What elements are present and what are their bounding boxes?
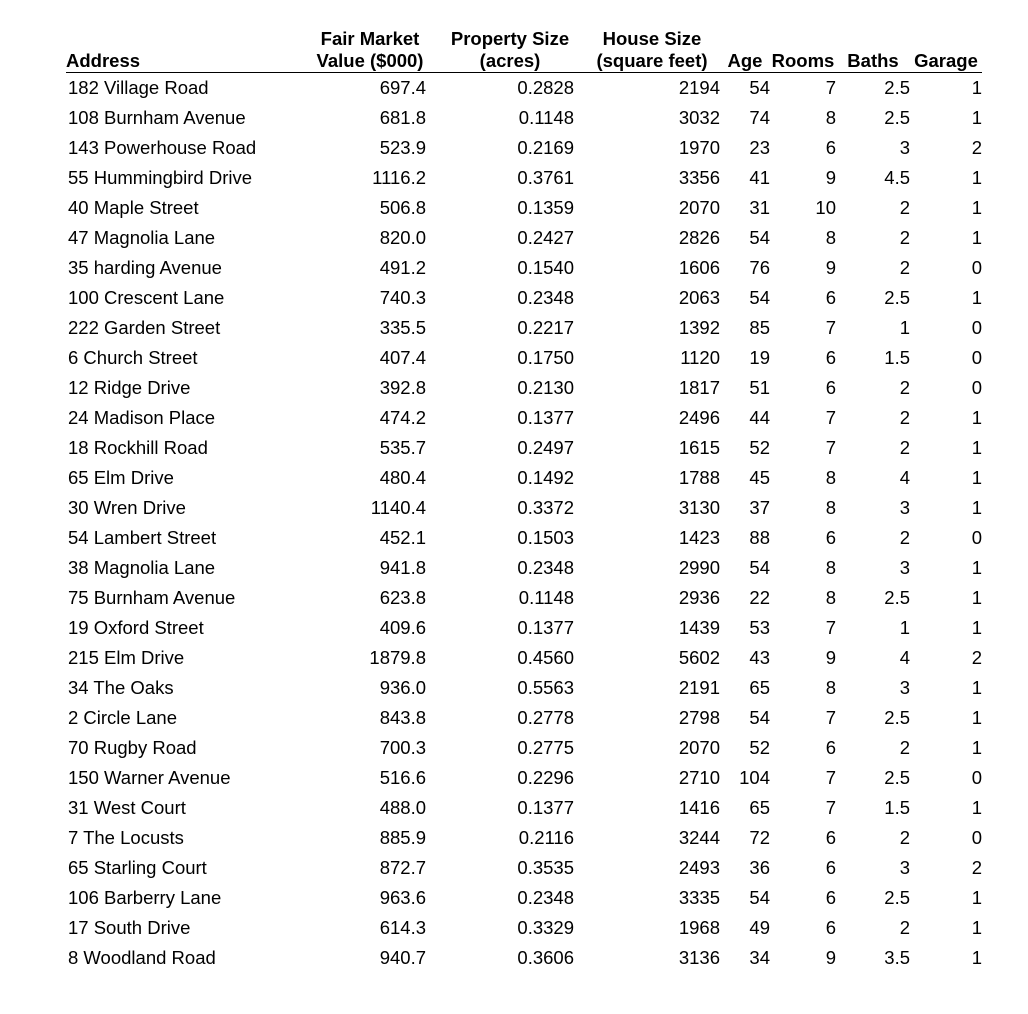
cell-house-size: 3136 [678,947,720,968]
cell-fair-market-value: 488.0 [379,797,426,818]
cell-garage: 1 [971,947,982,968]
table-row [66,763,982,793]
table-row [66,733,982,763]
cell-age: 54 [749,227,770,248]
cell-fair-market-value: 407.4 [379,347,426,368]
cell-garage: 0 [971,347,982,368]
cell-rooms: 6 [825,917,836,938]
cell-garage: 1 [971,287,982,308]
cell-garage: 1 [971,197,982,218]
col-header-house-size-line2: (square feet) [596,50,708,71]
cell-rooms: 6 [825,527,836,548]
cell-garage: 1 [971,497,982,518]
table-row [66,913,982,943]
cell-rooms: 8 [825,107,836,128]
table-body [66,73,982,974]
cell-address: 215 Elm Drive [68,647,185,668]
cell-baths: 2 [899,377,910,398]
cell-baths: 4.5 [884,167,910,188]
cell-rooms: 7 [825,767,836,788]
cell-property-size: 0.1377 [517,407,574,428]
cell-fair-market-value: 535.7 [379,437,426,458]
cell-property-size: 0.3761 [517,167,574,188]
cell-age: 54 [749,287,770,308]
cell-house-size: 1788 [678,467,720,488]
cell-fair-market-value: 1140.4 [370,497,426,518]
cell-age: 51 [749,377,770,398]
cell-house-size: 2826 [678,227,720,248]
col-header-property-size [436,26,584,73]
cell-age: 88 [749,527,770,548]
cell-rooms: 6 [825,857,836,878]
cell-garage: 1 [971,557,982,578]
header-row [66,26,982,73]
cell-rooms: 6 [825,737,836,758]
cell-baths: 2 [899,737,910,758]
cell-rooms: 6 [825,287,836,308]
col-header-fair-market-value-line2: Value ($000) [316,50,424,71]
cell-house-size: 2710 [678,767,720,788]
cell-address: 75 Burnham Avenue [68,587,236,608]
cell-fair-market-value: 940.7 [379,947,426,968]
cell-fair-market-value: 1879.8 [369,647,426,668]
cell-property-size: 0.4560 [517,647,574,668]
cell-rooms: 8 [825,587,836,608]
table-row [66,163,982,193]
cell-property-size: 0.1148 [518,587,574,608]
cell-age: 23 [749,137,770,158]
cell-garage: 1 [971,167,982,188]
table-row [66,343,982,373]
table-row [66,373,982,403]
cell-house-size: 1615 [678,437,720,458]
table-row [66,403,982,433]
cell-rooms: 9 [825,947,836,968]
cell-fair-market-value: 452.1 [379,527,426,548]
cell-address: 150 Warner Avenue [68,767,231,788]
cell-baths: 1 [899,617,910,638]
cell-garage: 1 [971,467,982,488]
cell-address: 182 Village Road [68,77,209,98]
cell-rooms: 10 [815,197,836,218]
cell-age: 31 [749,197,770,218]
cell-age: 49 [749,917,770,938]
table-row [66,193,982,223]
cell-rooms: 9 [825,647,836,668]
cell-garage: 0 [971,767,982,788]
cell-garage: 1 [971,707,982,728]
cell-baths: 2 [899,527,910,548]
table-row [66,253,982,283]
cell-house-size: 1817 [678,377,720,398]
cell-fair-market-value: 843.8 [379,707,426,728]
cell-fair-market-value: 936.0 [379,677,426,698]
cell-address: 55 Hummingbird Drive [68,167,253,188]
cell-baths: 2.5 [884,107,910,128]
cell-rooms: 7 [825,707,836,728]
cell-house-size: 5602 [678,647,720,668]
cell-house-size: 1416 [678,797,720,818]
cell-garage: 1 [971,737,982,758]
cell-age: 53 [749,617,770,638]
cell-property-size: 0.1492 [517,467,574,488]
cell-property-size: 0.2296 [517,767,574,788]
cell-age: 44 [749,407,770,428]
cell-address: 6 Church Street [68,347,198,368]
cell-property-size: 0.2116 [518,827,574,848]
cell-address: 143 Powerhouse Road [68,137,257,158]
cell-rooms: 6 [825,347,836,368]
cell-property-size: 0.2497 [517,437,574,458]
col-header-fair-market-value-line1: Fair Market [320,28,420,49]
cell-garage: 1 [971,227,982,248]
cell-house-size: 3130 [678,497,720,518]
table-row [66,823,982,853]
table-row [66,133,982,163]
cell-address: 7 The Locusts [68,827,184,848]
cell-age: 45 [749,467,770,488]
cell-baths: 3 [899,677,910,698]
cell-house-size: 1606 [678,257,720,278]
cell-fair-market-value: 697.4 [379,77,426,98]
table-row [66,223,982,253]
cell-address: 2 Circle Lane [68,707,178,728]
cell-rooms: 6 [825,827,836,848]
cell-rooms: 6 [825,377,836,398]
table-row [66,853,982,883]
cell-address: 222 Garden Street [68,317,221,338]
cell-baths: 3 [899,497,910,518]
cell-baths: 2.5 [884,707,910,728]
cell-garage: 0 [971,827,982,848]
cell-garage: 1 [971,797,982,818]
cell-house-size: 2990 [678,557,720,578]
cell-rooms: 7 [825,797,836,818]
cell-age: 65 [749,797,770,818]
cell-house-size: 2936 [678,587,720,608]
cell-address: 34 The Oaks [68,677,174,698]
cell-baths: 2.5 [884,767,910,788]
cell-house-size: 3356 [678,167,720,188]
cell-fair-market-value: 516.6 [379,767,426,788]
cell-baths: 2 [899,197,910,218]
cell-property-size: 0.2775 [517,737,574,758]
col-header-age: Age [720,26,770,73]
cell-rooms: 6 [825,887,836,908]
cell-house-size: 1423 [678,527,720,548]
col-header-house-size [584,26,720,73]
col-header-property-size-line2: (acres) [479,50,541,71]
cell-age: 85 [749,317,770,338]
cell-rooms: 7 [825,617,836,638]
cell-baths: 4 [899,467,910,488]
cell-fair-market-value: 335.5 [379,317,426,338]
cell-fair-market-value: 480.4 [379,467,426,488]
cell-garage: 1 [971,77,982,98]
cell-address: 100 Crescent Lane [68,287,225,308]
table-row [66,643,982,673]
cell-property-size: 0.2778 [517,707,574,728]
cell-baths: 2 [899,917,910,938]
cell-property-size: 0.1540 [517,257,574,278]
cell-rooms: 8 [825,227,836,248]
cell-property-size: 0.3372 [517,497,574,518]
cell-house-size: 3244 [678,827,720,848]
cell-fair-market-value: 506.8 [379,197,426,218]
cell-rooms: 7 [825,407,836,428]
cell-baths: 3 [899,857,910,878]
cell-baths: 3.5 [884,947,910,968]
cell-house-size: 1439 [678,617,720,638]
cell-address: 24 Madison Place [68,407,216,428]
cell-garage: 2 [971,857,982,878]
cell-house-size: 2496 [678,407,720,428]
cell-fair-market-value: 474.2 [379,407,426,428]
cell-baths: 2.5 [884,287,910,308]
table-row [66,553,982,583]
cell-fair-market-value: 491.2 [379,257,426,278]
table-row [66,283,982,313]
cell-baths: 2.5 [884,77,910,98]
table-row [66,793,982,823]
cell-age: 41 [749,167,770,188]
cell-garage: 2 [971,137,982,158]
cell-property-size: 0.2217 [517,317,574,338]
cell-age: 43 [749,647,770,668]
cell-age: 22 [749,587,770,608]
cell-house-size: 2063 [678,287,720,308]
cell-baths: 2 [899,257,910,278]
cell-address: 12 Ridge Drive [68,377,191,398]
cell-address: 19 Oxford Street [68,617,204,638]
cell-garage: 0 [971,377,982,398]
cell-property-size: 0.3535 [517,857,574,878]
table-row [66,613,982,643]
table-row [66,463,982,493]
cell-fair-market-value: 963.6 [379,887,426,908]
table-row [66,943,982,973]
col-header-property-size-line1: Property Size [450,28,570,49]
cell-garage: 2 [971,647,982,668]
cell-baths: 3 [899,557,910,578]
table-row [66,313,982,343]
cell-garage: 1 [971,107,982,128]
cell-house-size: 3335 [678,887,720,908]
cell-garage: 1 [971,407,982,428]
cell-address: 38 Magnolia Lane [68,557,216,578]
cell-age: 74 [749,107,770,128]
cell-garage: 0 [971,317,982,338]
cell-baths: 2 [899,227,910,248]
cell-address: 17 South Drive [68,917,191,938]
cell-property-size: 0.3606 [517,947,574,968]
cell-rooms: 7 [825,437,836,458]
cell-house-size: 2070 [678,197,720,218]
col-header-rooms: Rooms [770,26,836,73]
table-row [66,883,982,913]
cell-fair-market-value: 872.7 [379,857,426,878]
cell-garage: 1 [971,887,982,908]
cell-garage: 1 [971,437,982,458]
cell-property-size: 0.2348 [517,557,574,578]
cell-fair-market-value: 681.8 [379,107,426,128]
cell-fair-market-value: 820.0 [379,227,426,248]
cell-age: 54 [749,887,770,908]
cell-baths: 1.5 [884,797,910,818]
cell-rooms: 7 [825,77,836,98]
cell-property-size: 0.2427 [517,227,574,248]
cell-age: 37 [749,497,770,518]
cell-rooms: 8 [825,497,836,518]
col-header-house-size-line1: House Size [602,28,702,49]
table-row [66,493,982,523]
cell-garage: 1 [971,677,982,698]
cell-property-size: 0.1750 [517,347,574,368]
cell-house-size: 1120 [680,347,720,368]
cell-age: 54 [749,77,770,98]
cell-property-size: 0.1503 [517,527,574,548]
cell-garage: 1 [971,617,982,638]
cell-house-size: 1970 [678,137,720,158]
cell-baths: 2.5 [884,587,910,608]
table-row [66,103,982,133]
col-header-garage: Garage [910,26,982,73]
cell-rooms: 8 [825,677,836,698]
cell-house-size: 1968 [678,917,720,938]
cell-rooms: 8 [825,557,836,578]
cell-property-size: 0.1377 [517,617,574,638]
cell-house-size: 1392 [678,317,720,338]
cell-property-size: 0.2828 [517,77,574,98]
cell-fair-market-value: 740.3 [379,287,426,308]
cell-fair-market-value: 392.8 [379,377,426,398]
cell-address: 30 Wren Drive [68,497,186,518]
cell-baths: 4 [899,647,910,668]
cell-address: 108 Burnham Avenue [68,107,246,128]
cell-address: 31 West Court [68,797,186,818]
cell-age: 19 [749,347,770,368]
table-row [66,583,982,613]
cell-property-size: 0.1148 [518,107,574,128]
cell-fair-market-value: 523.9 [379,137,426,158]
cell-garage: 1 [971,587,982,608]
property-data-sheet [66,26,982,973]
cell-property-size: 0.1377 [517,797,574,818]
cell-age: 72 [749,827,770,848]
cell-house-size: 2070 [678,737,720,758]
cell-address: 65 Starling Court [68,857,207,878]
cell-fair-market-value: 1116.2 [372,167,426,188]
cell-address: 35 harding Avenue [68,257,222,278]
table-row [66,433,982,463]
cell-address: 40 Maple Street [68,197,199,218]
cell-baths: 2 [899,437,910,458]
cell-property-size: 0.2169 [517,137,574,158]
cell-house-size: 3032 [678,107,720,128]
cell-address: 8 Woodland Road [68,947,216,968]
cell-fair-market-value: 623.8 [379,587,426,608]
cell-address: 47 Magnolia Lane [68,227,216,248]
property-table [66,26,982,973]
cell-house-size: 2194 [678,77,720,98]
cell-property-size: 0.5563 [517,677,574,698]
col-header-fair-market-value [304,26,436,73]
cell-address: 54 Lambert Street [68,527,217,548]
cell-house-size: 2191 [678,677,720,698]
table-row [66,73,982,104]
cell-age: 52 [749,737,770,758]
cell-age: 34 [749,947,770,968]
cell-age: 76 [749,257,770,278]
cell-age: 52 [749,437,770,458]
cell-age: 54 [749,557,770,578]
table-row [66,703,982,733]
cell-address: 70 Rugby Road [68,737,197,758]
cell-garage: 0 [971,257,982,278]
cell-rooms: 9 [825,167,836,188]
cell-rooms: 8 [825,467,836,488]
cell-garage: 1 [971,917,982,938]
cell-baths: 2.5 [884,887,910,908]
cell-property-size: 0.1359 [517,197,574,218]
cell-baths: 2 [899,407,910,428]
cell-property-size: 0.3329 [517,917,574,938]
cell-baths: 2 [899,827,910,848]
cell-age: 54 [749,707,770,728]
cell-property-size: 0.2348 [517,887,574,908]
cell-baths: 1.5 [884,347,910,368]
cell-age: 65 [749,677,770,698]
cell-address: 65 Elm Drive [68,467,174,488]
cell-age: 104 [739,767,770,788]
cell-property-size: 0.2130 [517,377,574,398]
col-header-baths: Baths [836,26,910,73]
cell-fair-market-value: 941.8 [379,557,426,578]
cell-baths: 1 [899,317,910,338]
cell-fair-market-value: 614.3 [379,917,426,938]
cell-address: 106 Barberry Lane [68,887,222,908]
cell-garage: 0 [971,527,982,548]
cell-rooms: 9 [825,257,836,278]
cell-rooms: 7 [825,317,836,338]
cell-address: 18 Rockhill Road [68,437,208,458]
cell-house-size: 2493 [678,857,720,878]
col-header-address: Address [66,26,304,73]
cell-fair-market-value: 885.9 [379,827,426,848]
table-row [66,673,982,703]
cell-rooms: 6 [825,137,836,158]
cell-fair-market-value: 409.6 [379,617,426,638]
cell-house-size: 2798 [678,707,720,728]
cell-property-size: 0.2348 [517,287,574,308]
table-row [66,523,982,553]
cell-age: 36 [749,857,770,878]
cell-fair-market-value: 700.3 [379,737,426,758]
cell-baths: 3 [899,137,910,158]
